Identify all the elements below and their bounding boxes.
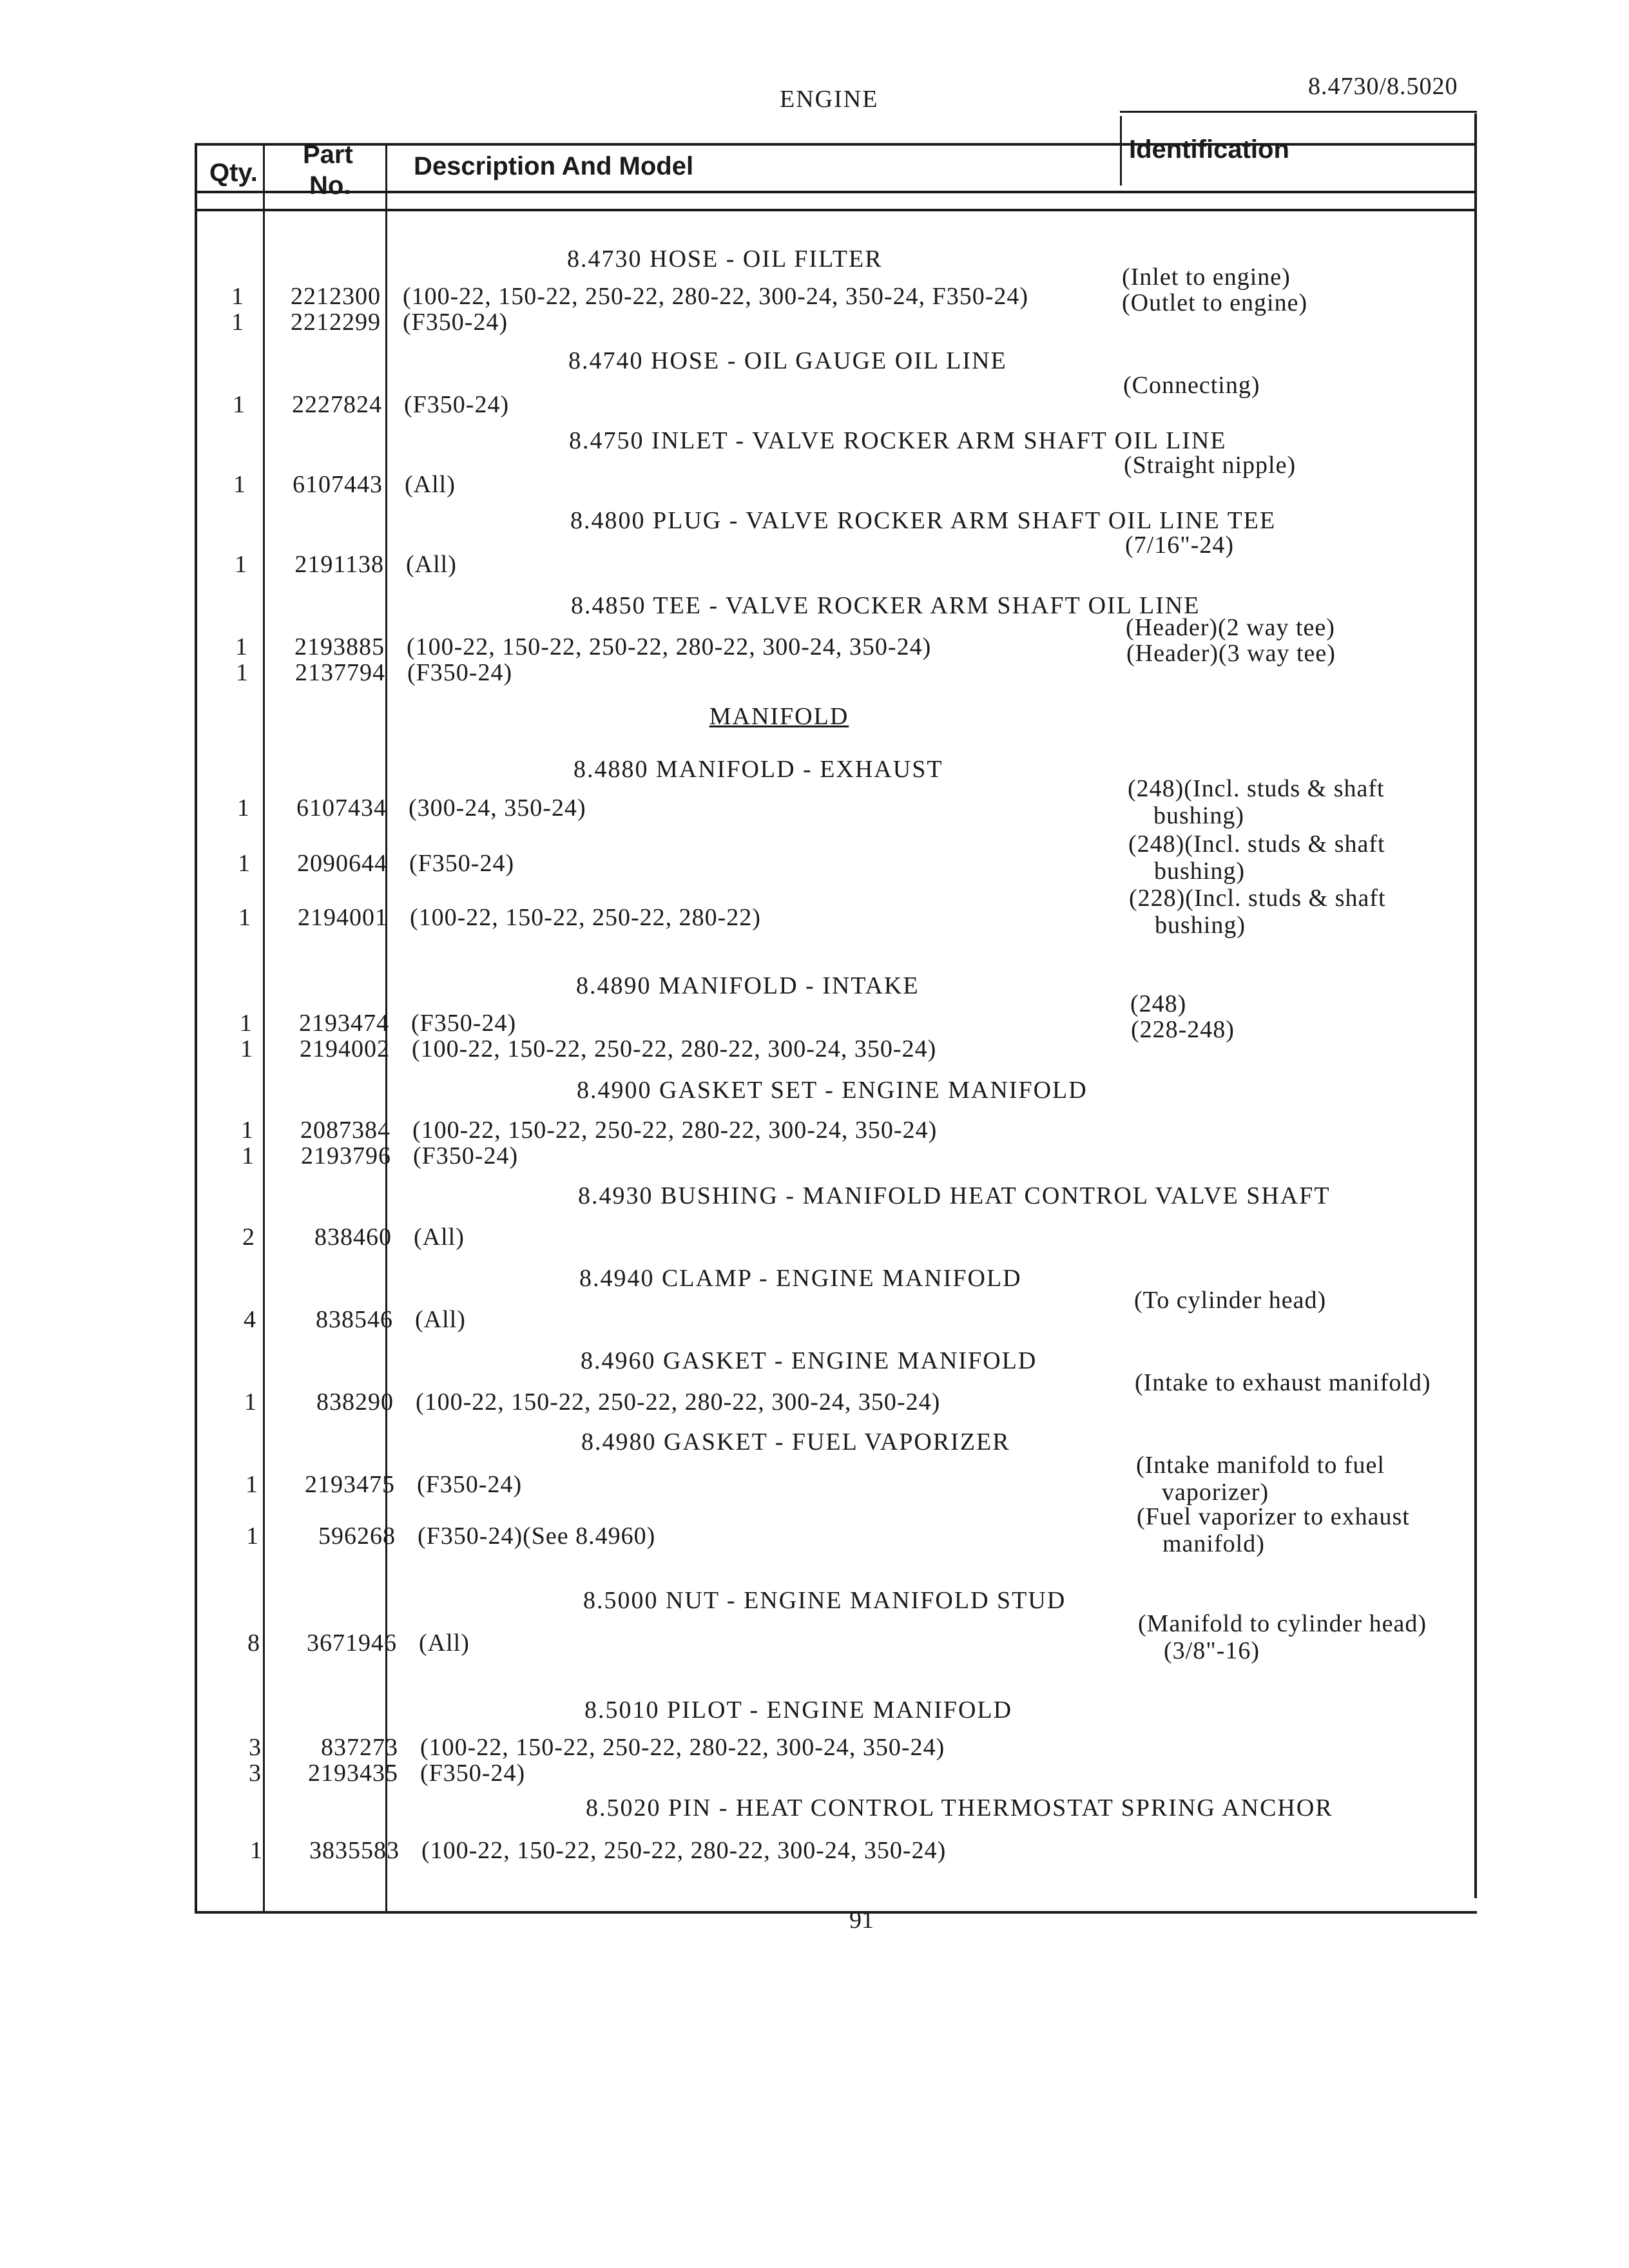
part-number-cell: 838460 xyxy=(314,1224,392,1251)
identification-cell: (228)(Incl. studs & shaft xyxy=(1129,885,1386,912)
identification-cell: (Connecting) xyxy=(1123,372,1260,399)
part-number-cell: 838290 xyxy=(316,1389,394,1416)
part-group-title: 8.4940 CLAMP - ENGINE MANIFOLD xyxy=(579,1265,1022,1292)
part-group-title: 8.4750 INLET - VALVE ROCKER ARM SHAFT OIL LINE xyxy=(569,427,1227,454)
model-cell: (100-22, 150-22, 250-22, 280-22, 300-24, 350-24) xyxy=(416,1389,941,1416)
identification-cell: (3/8"-16) xyxy=(1164,1637,1260,1664)
identification-cell: (Inlet to engine) xyxy=(1122,264,1291,291)
part-number-cell: 2137794 xyxy=(295,659,385,686)
part-group-title: 8.4800 PLUG - VALVE ROCKER ARM SHAFT OIL LINE TEE xyxy=(570,507,1277,534)
identification-cell: (To cylinder head) xyxy=(1134,1287,1327,1314)
qty-cell: 1 xyxy=(250,1837,263,1864)
part-number-cell: 2227824 xyxy=(292,391,382,418)
part-number-cell: 837273 xyxy=(321,1734,398,1761)
qty-cell: 8 xyxy=(247,1629,260,1657)
part-number-cell: 2212299 xyxy=(291,309,381,336)
qty-column-divider xyxy=(263,143,265,1914)
part-group-title: 8.4730 HOSE - OIL FILTER xyxy=(567,245,883,273)
qty-cell: 3 xyxy=(249,1760,262,1787)
page-number: 91 xyxy=(849,1907,874,1934)
section-code: 8.4730/8.5020 xyxy=(1308,73,1458,100)
qty-cell: 2 xyxy=(242,1224,255,1251)
identification-cell: (Intake to exhaust manifold) xyxy=(1135,1369,1431,1396)
qty-cell: 1 xyxy=(235,633,248,660)
part-number-cell: 596268 xyxy=(318,1523,396,1550)
qty-cell: 1 xyxy=(238,904,251,931)
identification-cell: (248) xyxy=(1130,990,1187,1017)
model-cell: (100-22, 150-22, 250-22, 280-22) xyxy=(410,904,761,931)
part-group-title: 8.4880 MANIFOLD - EXHAUST xyxy=(574,756,943,783)
model-cell: (F350-24) xyxy=(420,1760,526,1787)
qty-cell: 1 xyxy=(231,283,244,310)
part-number-cell: 6107434 xyxy=(296,794,387,822)
model-cell: (All) xyxy=(415,1306,466,1333)
part-number-cell: 2193435 xyxy=(308,1760,398,1787)
qty-cell: 4 xyxy=(244,1306,256,1333)
identification-cell: (Header)(3 way tee) xyxy=(1126,640,1336,667)
identification-cell: manifold) xyxy=(1162,1530,1265,1557)
qty-cell: 1 xyxy=(233,471,246,498)
qty-cell: 1 xyxy=(241,1117,254,1144)
model-cell: (F350-24)(See 8.4960) xyxy=(418,1523,656,1550)
identification-column-header: Identification xyxy=(1129,135,1289,164)
part-column-header-line1: Part xyxy=(303,140,353,169)
identification-cell: (Manifold to cylinder head) xyxy=(1138,1610,1427,1637)
identification-cell: (248)(Incl. studs & shaft xyxy=(1128,775,1385,802)
part-number-cell: 2090644 xyxy=(297,850,387,877)
qty-cell: 1 xyxy=(240,1010,253,1037)
qty-cell: 1 xyxy=(235,551,247,578)
table-left-border xyxy=(195,143,197,1914)
model-cell: (100-22, 150-22, 250-22, 280-22, 300-24, 350-24) xyxy=(407,633,932,660)
part-group-title: 8.4900 GASKET SET - ENGINE MANIFOLD xyxy=(577,1077,1088,1104)
identification-cell: vaporizer) xyxy=(1162,1479,1269,1506)
identification-cell: bushing) xyxy=(1153,802,1244,829)
identification-cell: (248)(Incl. studs & shaft xyxy=(1128,831,1385,858)
page-title: ENGINE xyxy=(780,86,879,113)
part-group-title: 8.4960 GASKET - ENGINE MANIFOLD xyxy=(581,1347,1037,1374)
part-number-cell: 3671946 xyxy=(307,1629,397,1657)
model-cell: (F350-24) xyxy=(409,850,515,877)
model-cell: (100-22, 150-22, 250-22, 280-22, 300-24, 350-24) xyxy=(420,1734,945,1761)
qty-cell: 1 xyxy=(242,1142,255,1169)
part-group-title: 8.4930 BUSHING - MANIFOLD HEAT CONTROL VALVE SHAFT xyxy=(578,1182,1331,1209)
part-number-cell: 838546 xyxy=(316,1306,393,1333)
part-number-cell: 2191138 xyxy=(294,551,384,578)
model-cell: (F350-24) xyxy=(411,1010,517,1037)
qty-cell: 1 xyxy=(246,1471,258,1498)
part-number-cell: 2194001 xyxy=(298,904,388,931)
identification-column-divider xyxy=(1120,116,1122,186)
qty-cell: 1 xyxy=(240,1035,253,1062)
part-number-cell: 2194002 xyxy=(300,1035,390,1062)
part-group-title: 8.5010 PILOT - ENGINE MANIFOLD xyxy=(584,1696,1013,1724)
model-cell: (100-22, 150-22, 250-22, 280-22, 300-24, 350-24) xyxy=(412,1035,937,1062)
section-heading: MANIFOLD xyxy=(709,703,849,730)
part-number-cell: 2212300 xyxy=(291,283,381,310)
qty-cell: 1 xyxy=(237,794,250,822)
part-number-cell: 3835583 xyxy=(309,1837,400,1864)
model-cell: (100-22, 150-22, 250-22, 280-22, 300-24, 350-24, F350-24) xyxy=(403,283,1029,310)
model-cell: (100-22, 150-22, 250-22, 280-22, 300-24, 350-24) xyxy=(421,1837,947,1864)
model-cell: (F350-24) xyxy=(403,309,508,336)
model-cell: (F350-24) xyxy=(413,1142,519,1169)
model-cell: (All) xyxy=(406,551,457,578)
identification-cell: (Intake manifold to fuel xyxy=(1136,1452,1385,1479)
model-cell: (300-24, 350-24) xyxy=(409,794,586,822)
model-cell: (100-22, 150-22, 250-22, 280-22, 300-24, 350-24) xyxy=(412,1117,938,1144)
qty-cell: 1 xyxy=(233,391,246,418)
identification-cell: bushing) xyxy=(1155,912,1246,939)
identification-cell: (Straight nipple) xyxy=(1124,452,1296,479)
identification-cell: (228-248) xyxy=(1131,1016,1235,1043)
part-number-cell: 2193796 xyxy=(301,1142,391,1169)
qty-cell: 1 xyxy=(231,309,244,336)
table-right-border xyxy=(1474,113,1477,1898)
part-column-header-line2: No. xyxy=(309,171,351,200)
model-cell: (F350-24) xyxy=(417,1471,523,1498)
qty-cell: 1 xyxy=(238,850,251,877)
part-group-title: 8.4980 GASKET - FUEL VAPORIZER xyxy=(581,1428,1010,1456)
part-group-title: 8.5000 NUT - ENGINE MANIFOLD STUD xyxy=(583,1587,1066,1614)
part-number-cell: 2193475 xyxy=(305,1471,395,1498)
qty-cell: 1 xyxy=(236,659,249,686)
part-group-title: 8.4850 TEE - VALVE ROCKER ARM SHAFT OIL LINE xyxy=(571,592,1200,619)
identification-cell: (7/16"-24) xyxy=(1125,532,1235,559)
qty-cell: 1 xyxy=(244,1389,257,1416)
model-cell: (All) xyxy=(405,471,456,498)
model-cell: (F350-24) xyxy=(404,391,510,418)
qty-cell: 3 xyxy=(249,1734,262,1761)
model-cell: (All) xyxy=(419,1629,470,1657)
description-column-header: Description And Model xyxy=(414,152,694,180)
part-group-title: 8.4890 MANIFOLD - INTAKE xyxy=(576,972,920,999)
identification-cell: (Outlet to engine) xyxy=(1122,289,1308,316)
identification-cell: (Header)(2 way tee) xyxy=(1126,614,1335,641)
part-group-title: 8.4740 HOSE - OIL GAUGE OIL LINE xyxy=(568,347,1007,374)
part-number-cell: 2193885 xyxy=(294,633,385,660)
part-number-cell: 2193474 xyxy=(299,1010,389,1037)
part-number-cell: 2087384 xyxy=(300,1117,390,1144)
model-cell: (F350-24) xyxy=(407,659,513,686)
identification-cell: (Fuel vaporizer to exhaust xyxy=(1137,1503,1410,1530)
identification-cell: bushing) xyxy=(1154,858,1245,885)
part-group-title: 8.5020 PIN - HEAT CONTROL THERMOSTAT SPRING ANCHOR xyxy=(586,1794,1333,1821)
model-cell: (All) xyxy=(414,1224,465,1251)
part-number-cell: 6107443 xyxy=(293,471,383,498)
identification-top-border xyxy=(1120,111,1477,113)
qty-column-header: Qty. xyxy=(209,159,258,187)
qty-cell: 1 xyxy=(246,1523,259,1550)
